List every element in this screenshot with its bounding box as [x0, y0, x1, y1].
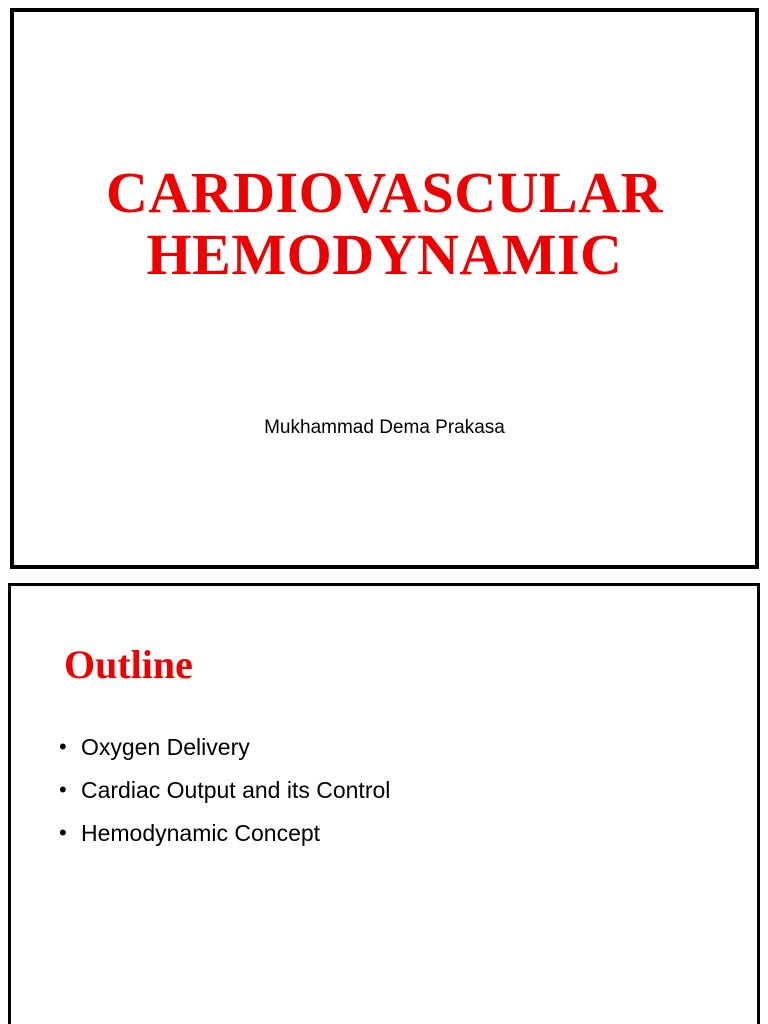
- bullet-icon: •: [59, 777, 67, 802]
- outline-heading: Outline: [64, 642, 193, 687]
- list-item-text: Cardiac Output and its Control: [81, 777, 391, 803]
- author-name: Mukhammad Dema Prakasa: [264, 417, 505, 438]
- outline-slide: [8, 583, 760, 1024]
- list-item-text: Oxygen Delivery: [81, 734, 250, 760]
- list-item: [59, 775, 390, 818]
- list-item-text: Hemodynamic Concept: [81, 820, 321, 846]
- title-line-1: CARDIOVASCULAR: [105, 160, 663, 225]
- list-item: [59, 732, 390, 775]
- title-line-2: HEMODYNAMIC: [146, 222, 623, 287]
- title-slide: [10, 8, 759, 569]
- bullet-icon: •: [59, 820, 67, 845]
- presentation-title: [14, 162, 755, 286]
- outline-list: [59, 732, 390, 861]
- list-item: [59, 818, 390, 861]
- bullet-icon: •: [59, 734, 67, 759]
